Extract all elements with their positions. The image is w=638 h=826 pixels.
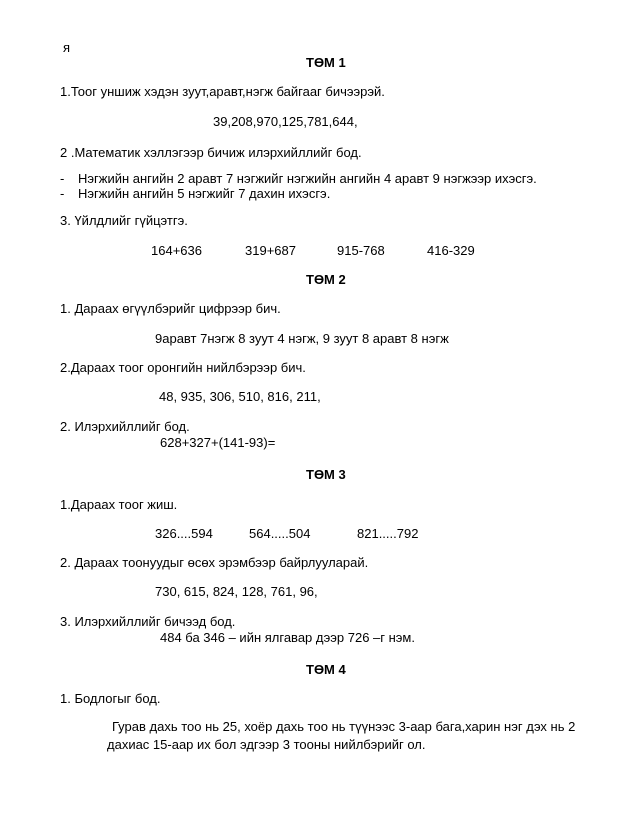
section-3-task-3: 3. Илэрхийллийг бичээд бод. <box>60 614 236 629</box>
operation-3: 915-768 <box>337 243 385 258</box>
operation-4: 416-329 <box>427 243 475 258</box>
section-1-task-1: 1.Тоог уншиж хэдэн зуут,аравт,нэгж байгааг бичээрэй. <box>60 84 385 99</box>
section-2-task-2: 2.Дараах тоог оронгийн нийлбэрээр бич. <box>60 360 306 375</box>
section-2-task-3: 2. Илэрхийллийг бод. <box>60 419 190 434</box>
section-3-title: ТӨМ 3 <box>306 467 346 482</box>
section-2-task-2-numbers: 48, 935, 306, 510, 816, 211, <box>159 389 321 404</box>
section-3-task-2: 2. Дараах тоонуудыг өсөх эрэмбээр байрлууларай. <box>60 555 369 570</box>
comparison-1: 326....594 <box>155 526 213 541</box>
section-2-task-1: 1. Дараах өгүүлбэрийг цифрээр бич. <box>60 301 281 316</box>
section-2-task-1-text: 9аравт 7нэгж 8 зуут 4 нэгж, 9 зуут 8 аравт 8 нэгж <box>155 331 449 346</box>
section-1-bullet-2: Нэгжийн ангийн 5 нэгжийг 7 дахин ихэсгэ. <box>78 186 331 201</box>
section-1-title: ТӨМ 1 <box>306 55 346 70</box>
section-2-task-3-expression: 628+327+(141-93)= <box>160 435 276 450</box>
operation-2: 319+687 <box>245 243 296 258</box>
section-4-problem-line-1: Гурав дахь тоо нь 25, хоёр дахь тоо нь түүнээс 3-аар бага,харин нэг дэх нь 2 <box>112 719 576 734</box>
comparison-3: 821.....792 <box>357 526 419 541</box>
section-1-task-2: 2 .Математик хэллэгээр бичиж илэрхийллийг бод. <box>60 145 362 160</box>
section-1-task-3: 3. Үйлдлийг гүйцэтгэ. <box>60 213 188 228</box>
bullet-marker: - <box>60 186 65 201</box>
section-4-problem-line-2: дахиас 15-аар их бол эдгээр 3 тооны нийлбэрийг ол. <box>107 737 426 752</box>
section-1-task-1-numbers: 39,208,970,125,781,644, <box>213 114 358 129</box>
section-2-title: ТӨМ 2 <box>306 272 346 287</box>
section-4-title: ТӨМ 4 <box>306 662 346 677</box>
section-3-task-2-numbers: 730, 615, 824, 128, 761, 96, <box>155 584 318 599</box>
header-mark: я <box>63 40 71 55</box>
operation-1: 164+636 <box>151 243 202 258</box>
comparison-2: 564.....504 <box>249 526 311 541</box>
section-1-bullet-1: Нэгжийн ангийн 2 аравт 7 нэгжийг нэгжийн ангийн 4 аравт 9 нэгжээр ихэсгэ. <box>78 171 537 186</box>
section-4-task-1: 1. Бодлогыг бод. <box>60 691 161 706</box>
section-3-task-1: 1.Дараах тоог жиш. <box>60 497 178 512</box>
section-3-task-3-text: 484 ба 346 – ийн ялгавар дээр 726 –г нэм. <box>160 630 415 645</box>
bullet-marker: - <box>60 171 65 186</box>
